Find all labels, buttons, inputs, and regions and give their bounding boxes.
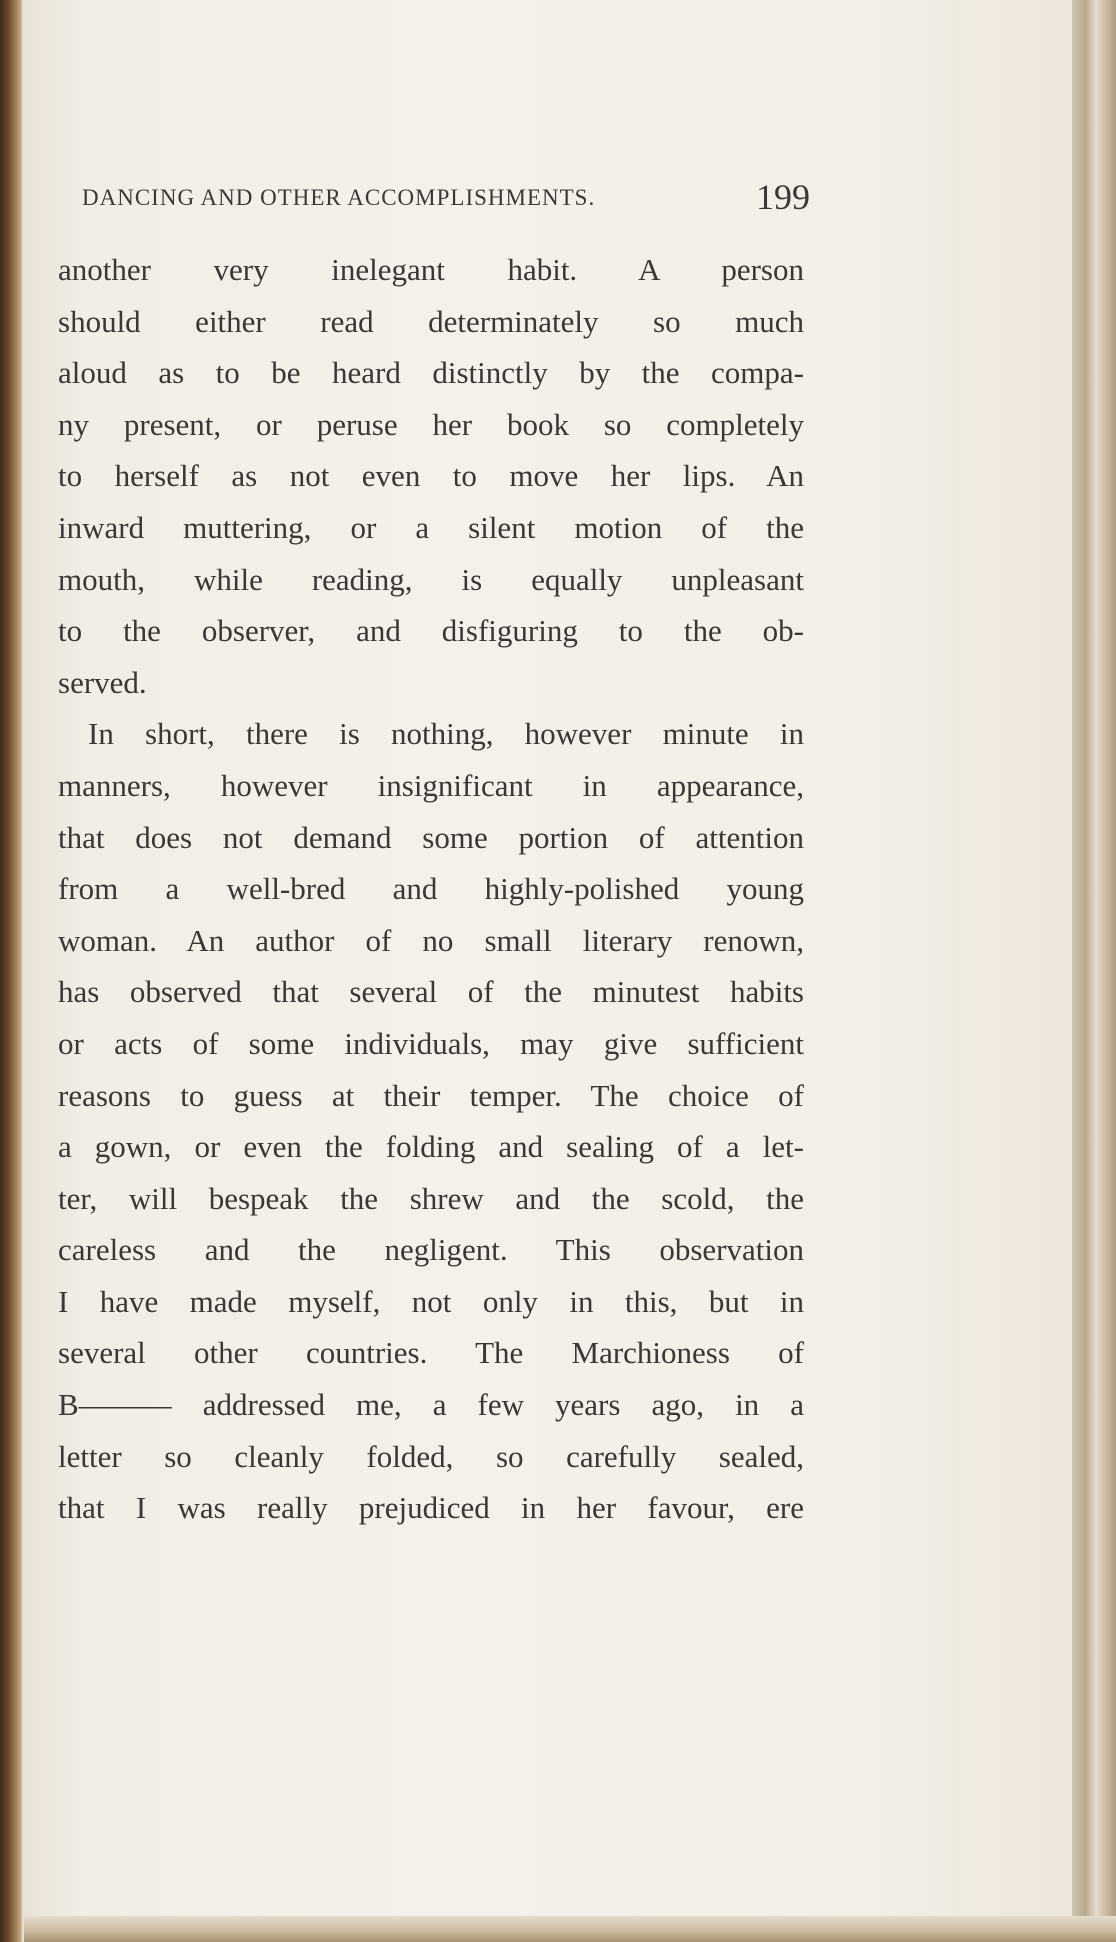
body-text (58, 244, 804, 1534)
text-line: woman. An author of no small literary renown, (58, 922, 804, 958)
text-line: careless and the negligent. This observation (58, 1232, 804, 1268)
text-line: reasons to guess at their temper. The choice of (58, 1077, 804, 1113)
book-binding (0, 0, 24, 1942)
text-line: has observed that several of the minutest habits (58, 974, 804, 1010)
text-line: I have made myself, not only in this, but in (58, 1283, 804, 1319)
page-fore-edge (1072, 0, 1116, 1942)
text-line: a gown, or even the folding and sealing of a let- (58, 1129, 804, 1165)
text-line: that does not demand some portion of attention (58, 819, 804, 855)
text-line: several other countries. The Marchioness of (58, 1335, 804, 1371)
text-line: manners, however insignificant in appearance, (58, 767, 804, 803)
page-number: 199 (756, 177, 810, 217)
text-line: aloud as to be heard distinctly by the compa- (58, 355, 804, 391)
text-line: served. (58, 664, 147, 700)
text-line: that I was really prejudiced in her favour, ere (58, 1490, 804, 1526)
text-line: ter, will bespeak the shrew and the scold, the (58, 1180, 804, 1216)
text-line: to the observer, and disfiguring to the ob- (58, 613, 804, 649)
text-line: another very inelegant habit. A person (58, 252, 804, 287)
text-line: from a well-bred and highly-polished young (58, 871, 804, 907)
text-line: inward muttering, or a silent motion of the (58, 509, 804, 545)
text-line: B——— addressed me, a few years ago, in a (58, 1387, 804, 1423)
running-head-title: DANCING AND OTHER ACCOMPLISHMENTS. (82, 185, 596, 210)
text-line: or acts of some individuals, may give sufficient (58, 1025, 804, 1061)
text-line: letter so cleanly folded, so carefully sealed, (58, 1438, 804, 1474)
running-header (82, 176, 810, 220)
text-line: In short, there is nothing, however minute in (88, 716, 804, 752)
page-bottom-edge (24, 1916, 1116, 1942)
text-line: mouth, while reading, is equally unpleasant (58, 561, 804, 597)
text-line: ny present, or peruse her book so completely (58, 406, 804, 442)
text-line: to herself as not even to move her lips. An (58, 458, 804, 494)
text-line: should either read determinately so much (58, 303, 804, 339)
